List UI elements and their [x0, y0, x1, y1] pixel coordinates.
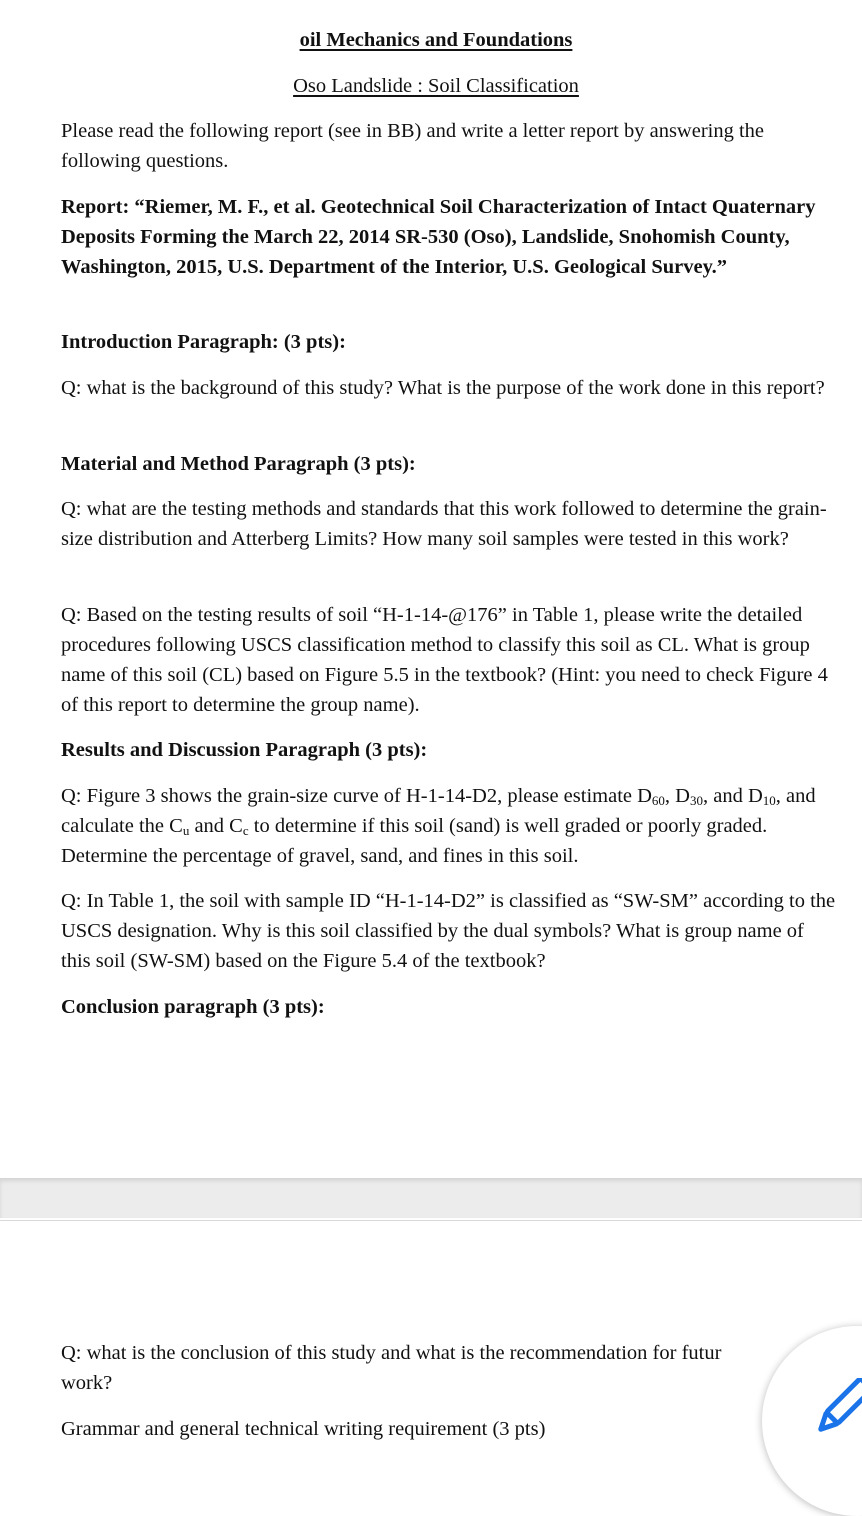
method-heading: Material and Method Paragraph (3 pts): [61, 453, 416, 475]
question-method-2: Q: Based on the testing results of soil “H-1-14-@176” in Table 1, please write the detailed procedures following USCS classification method to classify this soil as CL. What is group name of this soil (CL) based on Figure 5.5 in the textbook? (Hint: you need to check Figure 4 of this report to determine the group name). [61, 604, 828, 716]
question-introduction: Q: what is the background of this study? What is the purpose of the work done in this report? [61, 377, 825, 399]
question-results-1: Q: Figure 3 shows the grain-size curve of H-1-14-D2, please estimate $D_{60}$, $D_{30}$, and $D_{10}$, and calculate the $C_u$ and $C_c$ to determine if this soil (sand) is well graded or poorly graded. Determine the percentage of gravel, sand, and fines in this soil. [61, 785, 816, 867]
report-citation: Report: “Riemer, M. F., et al. Geotechnical Soil Characterization of Intact Quaternary Deposits Forming the March 22, 2014 SR-530 (Oso), Landslide, Snohomish County, Washington, 2015, U.S. Department of the Interior, U.S. Geological Survey.” [61, 196, 816, 278]
question-conclusion-continued: work? [61, 1372, 113, 1394]
document-title: oil Mechanics and Foundations [299, 29, 573, 51]
introduction-heading: Introduction Paragraph: (3 pts): [61, 331, 346, 353]
question-results-2: Q: In Table 1, the soil with sample ID “H-1-14-D2” is classified as “SW-SM” according to the USCS designation. Why is this soil classified by the dual symbols? What is group name of this soil (SW-SM) based on the Figure 5.4 of the textbook? [61, 890, 836, 972]
grammar-requirement: Grammar and general technical writing requirement (3 pts) [61, 1418, 546, 1440]
question-method-1: Q: what are the testing methods and standards that this work followed to determine the grain-size distribution and Atterberg Limits? How many soil samples were tested in this work? [61, 498, 827, 550]
conclusion-heading: Conclusion paragraph (3 pts): [61, 996, 325, 1018]
question-conclusion: Q: what is the conclusion of this study and what is the recommendation for futur [61, 1342, 722, 1364]
intro-instructions: Please read the following report (see in BB) and write a letter report by answering the following questions. [61, 120, 765, 172]
page-separator [0, 1178, 862, 1218]
document-page-2 [0, 1220, 862, 1489]
pencil-icon [812, 1378, 862, 1438]
document-subtitle: Oso Landslide : Soil Classification [293, 75, 579, 97]
results-heading: Results and Discussion Paragraph (3 pts): [61, 739, 428, 761]
